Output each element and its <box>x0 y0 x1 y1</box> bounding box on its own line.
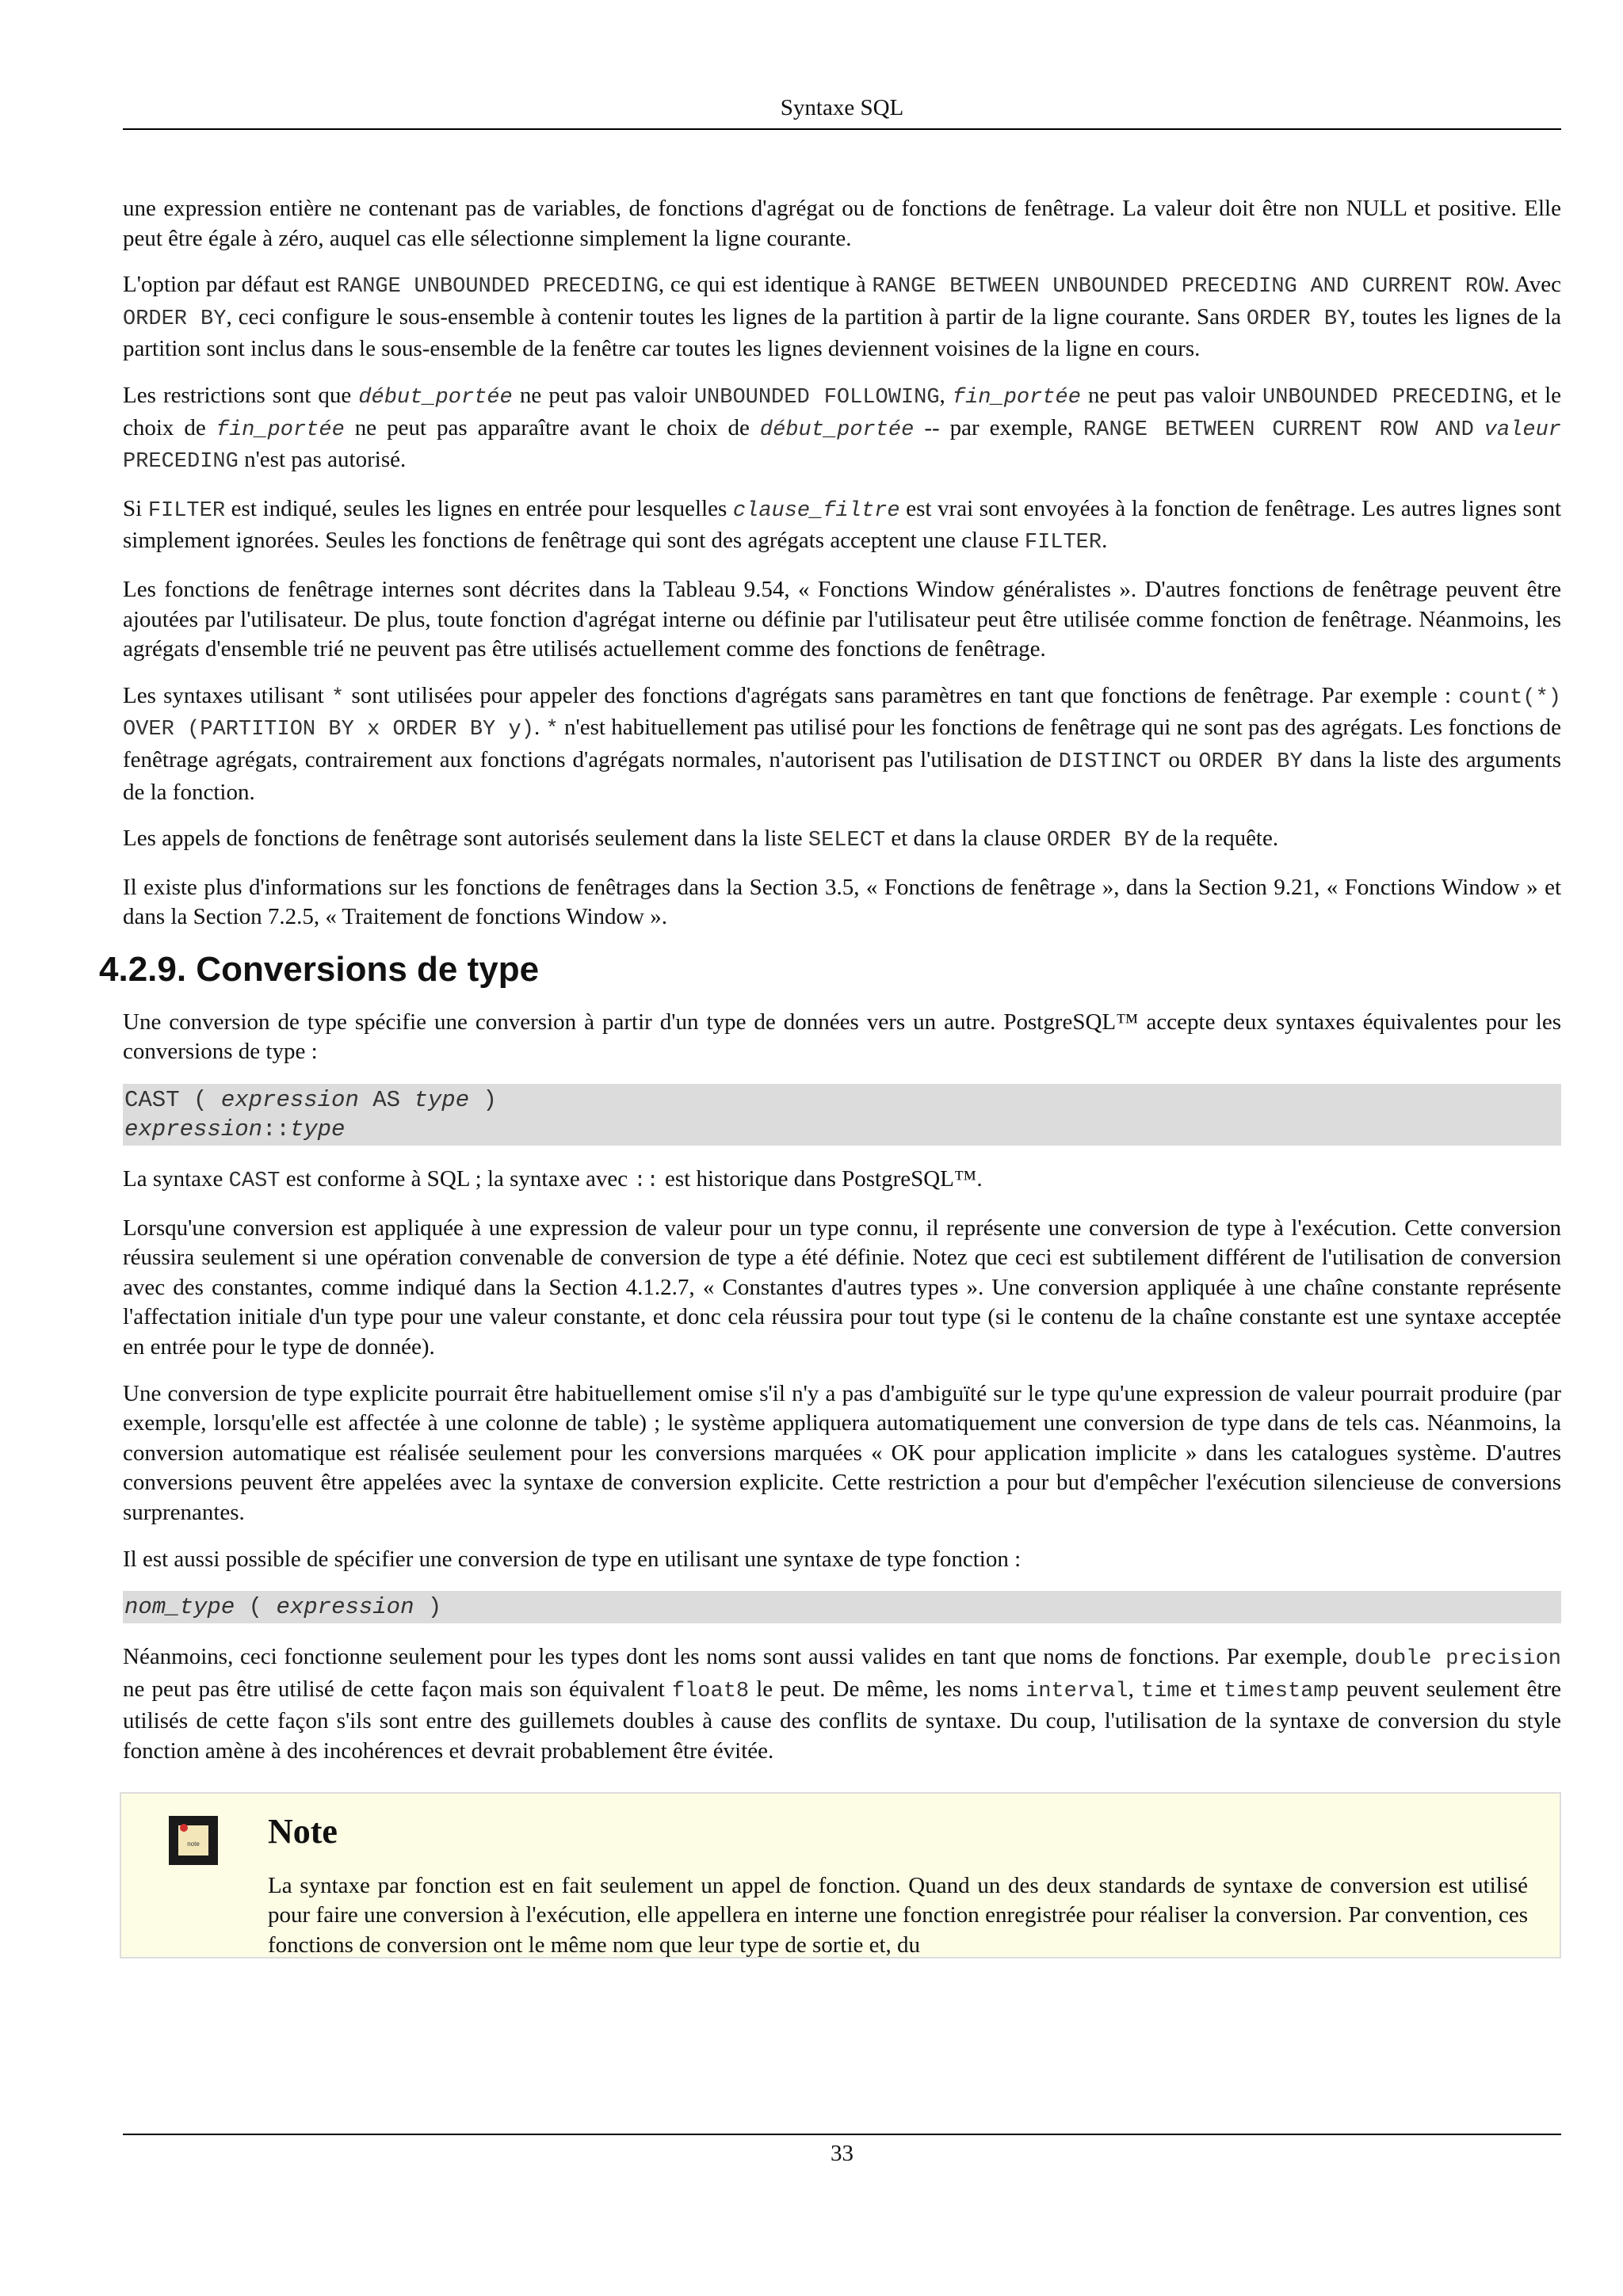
inline-code: RANGE UNBOUNDED PRECEDING <box>336 275 659 299</box>
note-box <box>120 1792 1561 1958</box>
inline-code: DISTINCT <box>1058 749 1162 774</box>
inline-code: ORDER BY <box>1198 749 1303 774</box>
inline-code-italic: fin_portée <box>952 385 1081 410</box>
text-run: est indiqué, seules les lignes en entrée pour lesquelles <box>225 495 733 521</box>
text-run: Les appels de fonctions de fenêtrage sont autorisés seulement dans la liste <box>123 826 808 852</box>
paragraph: Une conversion de type spécifie une conversion à partir d'un type de données vers un autre. PostgreSQL™ accepte deux syntaxes équivalentes pour les conversions de type : <box>123 1009 1561 1065</box>
text-run: ne peut pas être utilisé de cette façon mais son équivalent <box>123 1676 672 1702</box>
inline-code: interval <box>1025 1679 1128 1703</box>
inline-code-italic: début_portée <box>759 418 915 442</box>
inline-code: * <box>545 718 559 742</box>
footer-rule <box>123 2134 1561 2135</box>
paragraph: Il existe plus d'informations sur les fonctions de fenêtrages dans la Section 3.5, « Fonctions de fenêtrage », dans la Section 9.21, « Fonctions Window » et dans la Section 7.2.5, « Traitement de fonctions Window ». <box>123 874 1561 930</box>
code-block <box>123 1591 1561 1623</box>
text-run: L'option par défaut est <box>123 272 337 298</box>
text-run: , <box>939 382 953 408</box>
code-token: ( <box>235 1594 277 1621</box>
inline-code: timestamp <box>1224 1679 1339 1703</box>
paragraph <box>123 381 1561 478</box>
paragraph: Les fonctions de fenêtrage internes sont décrites dans la Tableau 9.54, « Fonctions Window généralistes ». D'autres fonctions de fenêtrage peuvent être ajoutées par l'utilisateur. De plus, toute fonction d'agrégat interne ou définie par l'utilisateur peut être utilisée comme fonction de fenêtrage. Néanmoins, les agrégats d'ensemble trié ne peuvent pas être utilisés actuellement comme des fonctions de fenêtrage. <box>123 576 1561 662</box>
running-header: Syntaxe SQL <box>780 95 904 120</box>
code-token: ) <box>414 1594 442 1621</box>
text-run: -- par exemple, <box>914 414 1084 441</box>
text-run: ne peut pas valoir <box>512 382 694 408</box>
text-run: de la requête. <box>1149 826 1279 852</box>
inline-code: time <box>1141 1679 1193 1703</box>
note-text: La syntaxe par fonction est en fait seulement un appel de fonction. Quand un des deux standards de syntaxe de conversion est utilisé pour faire une conversion à l'exécution, elle appellera en interne une fonction enregistrée pour réaliser la conversion. Par convention, ces fonctions de conversion ont le même nom que leur type de sortie et, du <box>268 1872 1528 1958</box>
paragraph: Une conversion de type explicite pourrait être habituellement omise s'il n'y a pas d'ambiguïté sur le type qu'une expression de valeur pourrait produire (par exemple, lorsqu'elle est affectée à une colonne de table) ; le système appliquera automatiquement une conversion de type dans de tels cas. Néanmoins, la conversion automatique est réalisée seulement pour les conversions marquées « OK pour application implicite » dans les catalogues système. D'autres conversions peuvent être appelées avec la syntaxe de conversion explicite. Cette restriction a pour but d'empêcher l'exécution silencieuse de conversions surprenantes. <box>123 1380 1561 1525</box>
paragraph: Il est aussi possible de spécifier une conversion de type en utilisant une syntaxe de type fonction : <box>123 1546 1022 1572</box>
inline-code: ORDER BY <box>1046 829 1150 853</box>
inline-code: RANGE BETWEEN UNBOUNDED PRECEDING AND CURRENT ROW <box>872 275 1504 299</box>
text-run: Néanmoins, ceci fonctionne seulement pour les types dont les noms sont aussi valides en tant que noms de fonctions. Par exemple, <box>123 1644 1355 1670</box>
text-run: n'est pas autorisé. <box>238 447 407 473</box>
text-run: et dans la clause <box>885 826 1047 852</box>
inline-code: * <box>331 685 345 710</box>
code-token: AS <box>358 1087 414 1114</box>
code-block <box>123 1084 1561 1146</box>
text-run: est conforme à SQL ; la syntaxe avec <box>280 1166 634 1192</box>
text-run: peuvent seulement être utilisés de cette façon s'ils sont entre des guillemets doubles à cause des conflits de syntaxe. Du coup, l'utilisation de la syntaxe de conversion du style fonction amène à des incohérences et devrait probablement être évitée. <box>123 1676 1561 1764</box>
text-run: , et le choix de <box>123 382 1561 441</box>
inline-code: CAST <box>228 1169 281 1194</box>
text-run: . Avec <box>1503 272 1561 298</box>
pin-shape <box>180 1824 188 1832</box>
inline-code: count(*) OVER (PARTITION BY x ORDER BY y) <box>123 685 1561 742</box>
text-run: , <box>1128 1676 1142 1702</box>
code-token: :: <box>262 1116 290 1143</box>
text-run: , toutes les lignes de la partition sont inclus dans le sous-ensemble de la fenêtre car toutes les lignes deviennent voisines de la ligne en cours. <box>123 303 1561 362</box>
text-run: ne peut pas valoir <box>1080 382 1262 408</box>
inline-code: FILTER <box>1024 531 1102 555</box>
code-placeholder: nom_type <box>124 1594 235 1621</box>
text-run: est historique dans PostgreSQL™. <box>659 1166 983 1192</box>
section-heading: 4.2.9. Conversions de type <box>99 949 540 989</box>
text-run: , ce qui est identique à <box>658 272 873 298</box>
inline-code-italic: fin_portée <box>216 418 345 442</box>
inline-code: PRECEDING <box>123 450 239 475</box>
paragraph <box>123 1165 1561 1197</box>
text-run: . <box>533 715 546 741</box>
code-placeholder: type <box>414 1087 470 1114</box>
note-icon <box>169 1816 218 1865</box>
inline-code: UNBOUNDED FOLLOWING <box>693 385 940 410</box>
text-run: La syntaxe <box>123 1166 229 1192</box>
inline-code: :: <box>633 1169 659 1194</box>
inline-code-italic: valeur <box>1484 418 1561 442</box>
inline-code: double precision <box>1354 1647 1561 1672</box>
text-run: Si <box>123 495 148 521</box>
paragraph <box>123 824 1561 856</box>
paragraph: une expression entière ne contenant pas de variables, de fonctions d'agrégat ou de fonctions de fenêtrage. La valeur doit être non NULL et positive. Elle peut être égale à zéro, auquel cas elle sélectionne simplement la ligne courante. <box>123 196 1561 251</box>
note-icon-label: note <box>187 1840 200 1848</box>
text-run: . <box>1102 528 1108 554</box>
page-number: 33 <box>831 2141 854 2166</box>
text-run: ou <box>1161 746 1199 772</box>
paragraph <box>123 681 1561 807</box>
inline-code: FILTER <box>147 498 226 523</box>
note-title: Note <box>268 1811 338 1851</box>
inline-code: RANGE BETWEEN CURRENT ROW AND <box>1083 418 1474 442</box>
code-placeholder: expression <box>220 1087 359 1114</box>
inline-code: ORDER BY <box>123 307 227 331</box>
text-run: Les syntaxes utilisant <box>123 682 331 708</box>
text-run: sont utilisées pour appeler des fonctions d'agrégats sans paramètres en tant que fonctions de fenêtrage. Par exemple : <box>344 682 1459 708</box>
inline-code: float8 <box>671 1679 750 1703</box>
paragraph <box>123 270 1561 364</box>
inline-code: UNBOUNDED PRECEDING <box>1262 385 1508 410</box>
inline-code: ORDER BY <box>1246 307 1350 331</box>
inline-code: SELECT <box>808 829 886 853</box>
code-placeholder: type <box>289 1116 346 1143</box>
paragraph <box>123 494 1561 559</box>
text-run: n'est habituellement pas utilisé pour les fonctions de fenêtrage qui ne sont pas des agrégats. Les fonctions de fenêtrage agrégats, contrairement aux fonctions d'agrégats normales, n'autorisent pas l'utilisation de <box>123 715 1562 772</box>
code-placeholder: expression <box>124 1116 263 1143</box>
code-token: CAST ( <box>124 1087 221 1114</box>
paragraph <box>123 1642 1561 1766</box>
text-run: dans la liste des arguments de la fonction. <box>123 746 1561 805</box>
inline-code-italic: clause_filtre <box>732 498 900 523</box>
text-run: est vrai sont envoyées à la fonction de fenêtrage. Les autres lignes sont simplement ignorées. Seules les fonctions de fenêtrage qui sont des agrégats acceptent une clause <box>123 495 1562 554</box>
text-run: Les restrictions sont que <box>123 382 359 408</box>
text-run: le peut. De même, les noms <box>749 1676 1026 1702</box>
code-token: ) <box>469 1087 497 1114</box>
header-rule <box>123 128 1561 130</box>
text-run: ne peut pas apparaître avant le choix de <box>344 414 760 441</box>
paragraph: Lorsqu'une conversion est appliquée à une expression de valeur pour un type connu, il représente une conversion de type à l'exécution. Cette conversion réussira seulement si une opération convenable de conversion de type a été définie. Notez que ceci est subtilement différent de l'utilisation de conversion avec des constantes, comme indiqué dans la Section 4.1.2.7, « Constantes d'autres types ». Une conversion appliquée à une chaîne constante représente l'affectation initiale d'un type pour une valeur constante, et donc cela réussira pour tout type (si le contenu de la chaîne constante est une syntaxe acceptée en entrée pour le type de donnée). <box>123 1215 1561 1360</box>
text-run: et <box>1192 1676 1224 1702</box>
inline-code-italic: début_portée <box>358 385 513 410</box>
main-content <box>99 194 1562 1958</box>
text-run: , ceci configure le sous-ensemble à contenir toutes les lignes de la partition à partir de la ligne courante. Sans <box>226 303 1247 330</box>
code-placeholder: expression <box>276 1594 414 1621</box>
